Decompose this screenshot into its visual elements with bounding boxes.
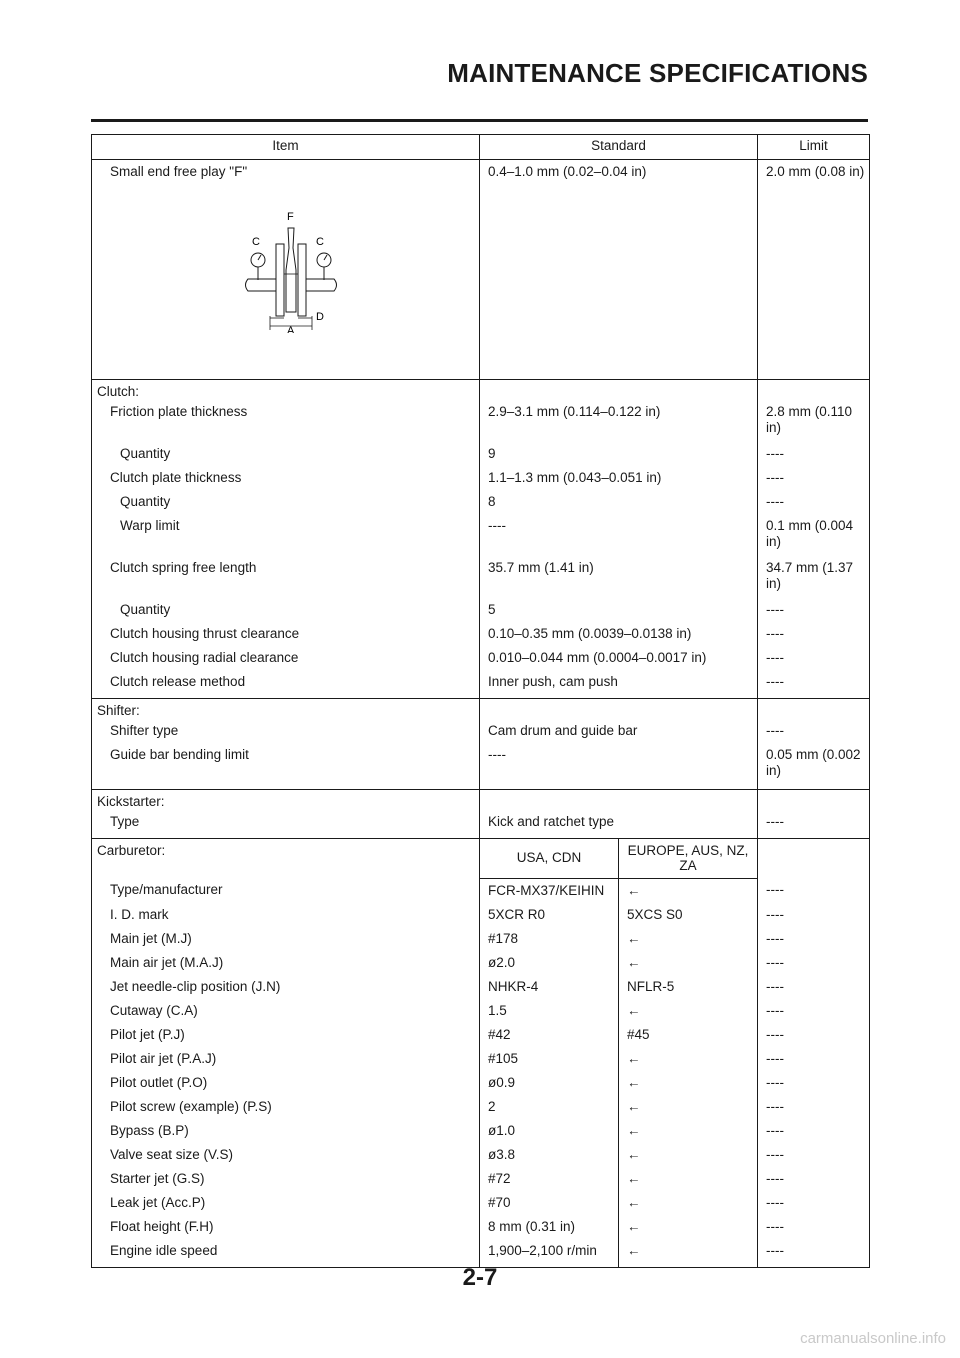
row-usa: 2 xyxy=(480,1099,619,1123)
row-usa: #70 xyxy=(480,1195,619,1219)
row-item: Pilot air jet (P.A.J) xyxy=(92,1051,480,1075)
row-usa: #105 xyxy=(480,1051,619,1075)
row-europe: ← xyxy=(619,1123,758,1147)
row-usa: ø2.0 xyxy=(480,955,619,979)
row-limit: 0.05 mm (0.002 in) xyxy=(758,747,870,789)
section-title: Carburetor: xyxy=(92,838,480,878)
table-row xyxy=(92,518,870,560)
row-limit: ---- xyxy=(758,650,870,674)
row-usa: 8 mm (0.31 in) xyxy=(480,1219,619,1243)
row-item: Clutch release method xyxy=(92,674,480,699)
page-number: 2-7 xyxy=(462,1264,498,1291)
table-row xyxy=(92,931,870,955)
row-limit: ---- xyxy=(758,1099,870,1123)
row-usa: ø3.8 xyxy=(480,1147,619,1171)
table-row xyxy=(92,560,870,602)
row-europe: ← xyxy=(619,955,758,979)
row-standard: 9 xyxy=(480,446,758,470)
small-end-label: Small end free play "F" xyxy=(110,164,248,179)
table-row xyxy=(92,1099,870,1123)
row-item: Pilot jet (P.J) xyxy=(92,1027,480,1051)
row-item: Main jet (M.J) xyxy=(92,931,480,955)
row-usa: NHKR-4 xyxy=(480,979,619,1003)
row-europe: ← xyxy=(619,1099,758,1123)
row-europe: ← xyxy=(619,1171,758,1195)
row-limit: ---- xyxy=(758,446,870,470)
table-row xyxy=(92,1075,870,1099)
carb-col-usa: USA, CDN xyxy=(480,838,619,878)
header-standard: Standard xyxy=(480,135,758,160)
diagram-label-c-right: C xyxy=(316,236,324,248)
header-limit: Limit xyxy=(758,135,870,160)
page-title: MAINTENANCE SPECIFICATIONS xyxy=(447,58,868,88)
table-row xyxy=(92,404,870,446)
row-limit: ---- xyxy=(758,814,870,839)
table-row xyxy=(92,1147,870,1171)
table-row xyxy=(92,955,870,979)
spec-table xyxy=(91,134,870,1268)
row-standard: 5 xyxy=(480,602,758,626)
section-title: Clutch: xyxy=(92,380,480,405)
row-usa: #42 xyxy=(480,1027,619,1051)
row-item: Bypass (B.P) xyxy=(92,1123,480,1147)
table-row xyxy=(92,1051,870,1075)
row-standard: Kick and ratchet type xyxy=(480,814,758,839)
row-europe: #45 xyxy=(619,1027,758,1051)
row-europe: ← xyxy=(619,1075,758,1099)
row-item: Valve seat size (V.S) xyxy=(92,1147,480,1171)
row-limit: ---- xyxy=(758,1003,870,1027)
row-europe: ← xyxy=(619,1003,758,1027)
small-end-standard-text: 0.4–1.0 mm (0.02–0.04 in) xyxy=(488,164,647,179)
row-limit: ---- xyxy=(758,1075,870,1099)
row-standard: Inner push, cam push xyxy=(480,674,758,699)
row-item: I. D. mark xyxy=(92,907,480,931)
row-europe: ← xyxy=(619,1243,758,1268)
small-end-cell xyxy=(92,160,480,380)
row-limit: 34.7 mm (1.37 in) xyxy=(758,560,870,602)
small-end-standard xyxy=(480,160,758,380)
row-standard: 35.7 mm (1.41 in) xyxy=(480,560,758,602)
row-item: Clutch housing thrust clearance xyxy=(92,626,480,650)
table-row xyxy=(92,1003,870,1027)
table-row xyxy=(92,1171,870,1195)
table-row xyxy=(92,1195,870,1219)
diagram-label-c-left: C xyxy=(252,236,260,248)
row-standard: ---- xyxy=(480,518,758,560)
row-limit: ---- xyxy=(758,723,870,747)
row-item: Pilot outlet (P.O) xyxy=(92,1075,480,1099)
row-standard: Cam drum and guide bar xyxy=(480,723,758,747)
row-item: Cutaway (C.A) xyxy=(92,1003,480,1027)
row-limit: ---- xyxy=(758,907,870,931)
row-usa: ø0.9 xyxy=(480,1075,619,1099)
diagram-label-f: F xyxy=(287,211,294,223)
diagram-label-d: D xyxy=(316,311,324,323)
section-kickstarter xyxy=(92,789,870,814)
row-limit: ---- xyxy=(758,674,870,699)
row-item: Engine idle speed xyxy=(92,1243,480,1268)
row-usa: 1.5 xyxy=(480,1003,619,1027)
table-row xyxy=(92,674,870,699)
row-limit: ---- xyxy=(758,1171,870,1195)
row-limit: ---- xyxy=(758,602,870,626)
row-item: Shifter type xyxy=(92,723,480,747)
table-row xyxy=(92,814,870,839)
row-standard: ---- xyxy=(480,747,758,789)
table-row xyxy=(92,494,870,518)
table-row xyxy=(92,1027,870,1051)
carb-col-europe: EUROPE, AUS, NZ, ZA xyxy=(619,838,758,878)
row-limit: ---- xyxy=(758,979,870,1003)
table-row xyxy=(92,1219,870,1243)
table-row xyxy=(92,446,870,470)
row-usa: #72 xyxy=(480,1171,619,1195)
row-limit: ---- xyxy=(758,494,870,518)
row-limit: 2.8 mm (0.110 in) xyxy=(758,404,870,446)
row-item: Friction plate thickness xyxy=(92,404,480,446)
table-row xyxy=(92,470,870,494)
row-limit: ---- xyxy=(758,931,870,955)
row-item: Type xyxy=(92,814,480,839)
section-shifter xyxy=(92,699,870,724)
row-europe: NFLR-5 xyxy=(619,979,758,1003)
row-limit: ---- xyxy=(758,1051,870,1075)
row-europe: ← xyxy=(619,1219,758,1243)
row-item: Guide bar bending limit xyxy=(92,747,480,789)
row-item: Jet needle-clip position (J.N) xyxy=(92,979,480,1003)
row-item: Quantity xyxy=(92,602,480,626)
table-row xyxy=(92,878,870,907)
watermark: carmanualsonline.info xyxy=(800,1330,946,1347)
diagram-label-a: A xyxy=(287,325,295,333)
row-standard: 0.10–0.35 mm (0.0039–0.0138 in) xyxy=(480,626,758,650)
row-item: Clutch housing radial clearance xyxy=(92,650,480,674)
row-limit: ---- xyxy=(758,1147,870,1171)
header-item: Item xyxy=(92,135,480,160)
row-usa: #178 xyxy=(480,931,619,955)
row-standard: 2.9–3.1 mm (0.114–0.122 in) xyxy=(480,404,758,446)
row-europe: ← xyxy=(619,931,758,955)
row-usa: 1,900–2,100 r/min xyxy=(480,1243,619,1268)
row-standard: 0.010–0.044 mm (0.0004–0.0017 in) xyxy=(480,650,758,674)
row-item: Main air jet (M.A.J) xyxy=(92,955,480,979)
row-limit: ---- xyxy=(758,1027,870,1051)
section-carburetor xyxy=(92,838,870,878)
row-usa: ø1.0 xyxy=(480,1123,619,1147)
row-limit: ---- xyxy=(758,626,870,650)
table-row xyxy=(92,723,870,747)
row-limit: 0.1 mm (0.004 in) xyxy=(758,518,870,560)
row-limit: ---- xyxy=(758,470,870,494)
small-end-limit-text: 2.0 mm (0.08 in) xyxy=(766,164,865,179)
row-item: Quantity xyxy=(92,446,480,470)
row-item: Leak jet (Acc.P) xyxy=(92,1195,480,1219)
section-title: Kickstarter: xyxy=(92,789,480,814)
row-limit: ---- xyxy=(758,1195,870,1219)
row-limit: ---- xyxy=(758,955,870,979)
table-header-row xyxy=(92,135,870,160)
row-standard: 8 xyxy=(480,494,758,518)
table-row xyxy=(92,160,870,380)
row-item: Quantity xyxy=(92,494,480,518)
row-item: Float height (F.H) xyxy=(92,1219,480,1243)
row-item: Clutch plate thickness xyxy=(92,470,480,494)
row-item: Pilot screw (example) (P.S) xyxy=(92,1099,480,1123)
row-europe: ← xyxy=(619,1147,758,1171)
row-limit: ---- xyxy=(758,878,870,907)
row-item: Starter jet (G.S) xyxy=(92,1171,480,1195)
row-europe: ← xyxy=(619,878,758,907)
table-row xyxy=(92,650,870,674)
section-clutch xyxy=(92,380,870,405)
row-europe: ← xyxy=(619,1195,758,1219)
title-rule xyxy=(91,119,868,122)
row-europe: ← xyxy=(619,1051,758,1075)
row-europe: 5XCS S0 xyxy=(619,907,758,931)
table-row xyxy=(92,979,870,1003)
table-row xyxy=(92,907,870,931)
row-standard: 1.1–1.3 mm (0.043–0.051 in) xyxy=(480,470,758,494)
row-usa: FCR-MX37/KEIHIN xyxy=(480,878,619,907)
small-end-diagram xyxy=(240,208,340,333)
row-limit: ---- xyxy=(758,1123,870,1147)
row-item: Type/manufacturer xyxy=(92,878,480,907)
table-row xyxy=(92,1123,870,1147)
row-item: Warp limit xyxy=(92,518,480,560)
table-row xyxy=(92,626,870,650)
row-item: Clutch spring free length xyxy=(92,560,480,602)
carburetor-rows xyxy=(92,878,870,1267)
row-limit: ---- xyxy=(758,1219,870,1243)
table-row xyxy=(92,602,870,626)
row-limit: ---- xyxy=(758,1243,870,1268)
row-usa: 5XCR R0 xyxy=(480,907,619,931)
section-title: Shifter: xyxy=(92,699,480,724)
table-row xyxy=(92,747,870,789)
small-end-limit xyxy=(758,160,870,380)
